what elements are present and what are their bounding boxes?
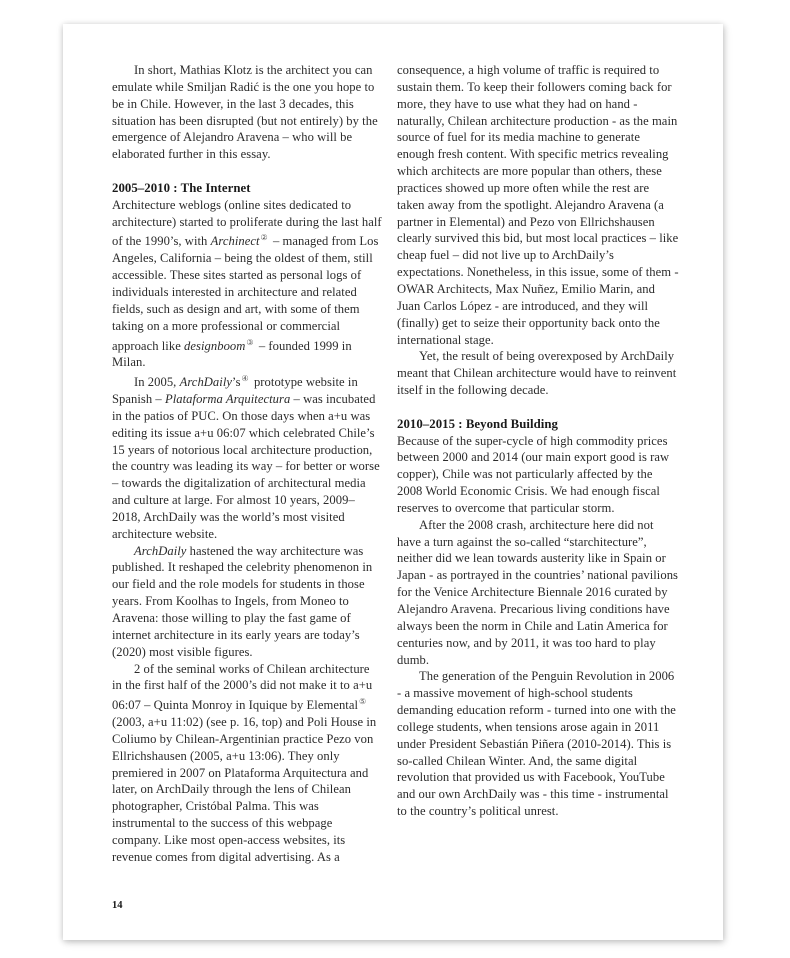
italic-title-archdaily: ArchDaily [134,543,187,558]
paragraph: Because of the super-cycle of high commodity prices between 2000 and 2014 (our main export good is raw copper), Chile was not particularly affected by the 2008 World Economic Crisis. We had enough fiscal reserves to overcome that particular storm. [397,433,670,515]
footnote-marker-5[interactable]: ⑤ [359,697,367,707]
paragraph: consequence, a high volume of traffic is required to sustain them. To keep their followers coming back for more, they have to use what they had on hand - naturally, Chilean architecture production - as the main source of fuel for its media machine to generate enough fresh content. With specific metrics revealing which architects are more popular than others, these practices showed up more often while the rest are taken away from the spotlight. Alejandro Aravena (a partner in Elemental) and Pezo von Ellrichshausen clearly survived this bid, but most local practices – like cheap fuel – did not live up to ArchDaily’s expectations. Nonetheless, in this issue, some of them - OWAR Architects, Max Nuñez, Emilio Marin, and Juan Carlos López - are introduced, and they will (finally) get to seize their opportunity back onto the international stage. [397,63,679,347]
text-run: – founded 1999 in Milan. [112,338,352,370]
text-run: prototype website in Spanish – [112,375,358,407]
text-run: ’s [232,375,241,390]
text-run: – managed from Los Angeles, California – being the oldest of them, still accessible. These sites started as personal logs of individuals interested in architecture and related fields, such as design and art, with some of them taking on a more professional or commercial approach like [112,234,379,353]
paragraph: Yet, the result of being overexposed by ArchDaily meant that Chilean architecture would have to reinvent itself in the following decade. [397,349,677,398]
text-run: – was incubated in the patios of PUC. On those days when a+u was editing its issue a+u 06:07 which celebrated Chile’s 15 years of notorious local architecture production, the country was leading its way – for better or worse – towards the digitalization of architectural media and culture at large. For almost 10 years, 2009–2018, ArchDaily was the world’s most visited architecture website. [112,392,380,541]
section-heading-beyond-building: 2010–2015 : Beyond Building [397,416,558,431]
paragraph: The generation of the Penguin Revolution in 2006 - a massive movement of high-school students demanding education reform - turned into one with the college students, when tensions arose again in 2011 under President Sebastián Piñera (2010-2014). This is so-called Chilean Winter. And, the same digital revolution that provided us with Facebook, YouTube and our own ArchDaily was - this time - instrumental to the country’s political unrest. [397,669,676,819]
paragraph [112,543,382,661]
spacer [112,163,382,180]
footnote-marker-4[interactable]: ④ [241,374,249,384]
text-run: Architecture weblogs (online sites dedicated to architecture) started to proliferate during the last half of the 1990’s, with [112,197,382,249]
paragraph [112,661,382,866]
italic-title-archinect: Archinect [210,234,260,249]
paragraph [112,371,382,542]
spacer [397,399,679,416]
italic-title-archdaily: ArchDaily [179,375,233,390]
text-run: In 2005, [134,375,180,390]
text-run: 2 of the seminal works of Chilean architecture in the first half of the 2000’s did not make it to a+u 06:07 – Quinta Monroy in Iquique by Elemental [112,661,373,713]
footnote-marker-3[interactable]: ③ [246,337,254,347]
section-heading-internet: 2005–2010 : The Internet [112,180,251,195]
document-page [63,24,723,940]
text-run: hastened the way architecture was published. It reshaped the celebrity phenomenon in our field and the role models for students in those years. From Koolhas to Ingels, from Moneo to Aravena: those willing to play the fast game of internet architecture in its early years are today’s (2020) most visible figures. [112,543,373,659]
paragraph: In short, Mathias Klotz is the architect you can emulate while Smiljan Radić is the one you hope to be in Chile. However, in the last 3 decades, this situation has been disrupted (but not entirely) by the emergence of Alejandro Aravena – who will be elaborated further in this essay. [112,63,378,162]
italic-title-designboom: designboom [184,338,246,353]
paragraph: After the 2008 crash, architecture here did not have a turn against the so-called “starchitecture”, neither did we lean towards austerity like in Spain or Japan - as portrayed in the countries’ national pavilions for the Venice Architecture Biennale 2016 curated by Alejandro Aravena. Precarious living conditions have always been the norm in Chile and Latin America for centuries now, and by 2011, it was too hard to play dumb. [397,517,678,667]
italic-title-plataforma: Plataforma Arquitectura [164,392,291,407]
right-column [397,62,679,820]
footnote-marker-2[interactable]: ② [260,233,268,243]
left-column [112,62,382,866]
text-run: (2003, a+u 11:02) (see p. 16, top) and Poli House in Coliumo by Chilean-Argentinian practice Pezo von Ellrichshausen (2005, a+u 13:06). They only premiered in 2007 on Plataforma Arquitectura and later, on ArchDaily through the lens of Chilean photographer, Cristóbal Palma. This was instrumental to the success of this webpage company. Like most open-access websites, its revenue comes from digital advertising. As a [112,715,377,864]
page-number: 14 [112,900,123,911]
paragraph [112,197,382,371]
